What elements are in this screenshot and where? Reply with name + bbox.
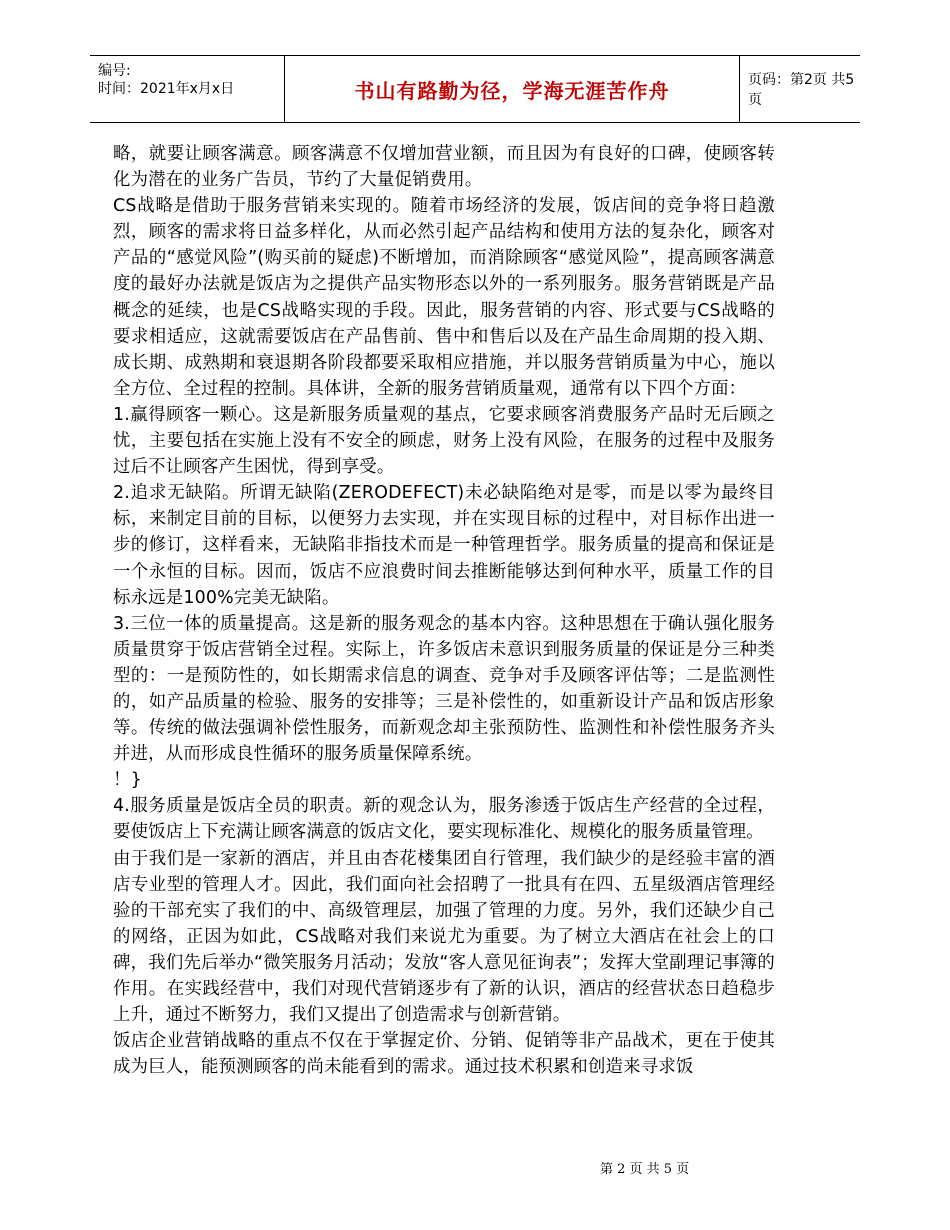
- document-body: [113, 141, 775, 1080]
- header-motto: 书山有路勤为径，学海无涯苦作舟: [285, 56, 740, 122]
- paragraph-9: 饭店企业营销战略的重点不仅在于掌握定价、分销、促销等非产品战术，更在于使其成为巨人，能预测顾客的尚未能看到的需求。通过技术积累和创造来寻求饭: [113, 1031, 775, 1078]
- paragraph-6: ！}: [113, 770, 142, 791]
- paragraph-2: CS战略是借助于服务营销来实现的。随着市场经济的发展，饭店间的竞争将日趋激烈，顾客的需求将日益多样化，从而必然引起产品结构和使用方法的复杂化，顾客对产品的“感觉风险”(购买前的疑虑)不断增加，而消除顾客“感觉风险”，提高顾客满意度的最好办法就是饭店为之提供产品实物形态以外的一系列服务。服务营销既是产品概念的延续，也是CS战略实现的手段。因此，服务营销的内容、形式要与CS战略的要求相适应，这就需要饭店在产品售前、售中和售后以及在产品生命周期的投入期、成长期、成熟期和衰退期各阶段都要采取相应措施，并以服务营销质量为中心，施以全方位、全过程的控制。具体讲，全新的服务营销质量观，通常有以下四个方面：: [113, 196, 775, 399]
- paragraph-1: 略，就要让顾客满意。顾客满意不仅增加营业额，而且因为有良好的口碑，使顾客转化为潜在的业务广告员，节约了大量促销费用。: [113, 144, 775, 191]
- page-footer: 第 2 页 共 5 页: [600, 1162, 690, 1177]
- code-label: 编号:: [98, 63, 131, 79]
- time-label: 时间：2021年x月x日: [98, 81, 235, 97]
- header-page-info: 页码：第2页 共5页: [748, 72, 855, 108]
- paragraph-8: 由于我们是一家新的酒店，并且由杏花楼集团自行管理，我们缺少的是经验丰富的酒店专业型的管理人才。因此，我们面向社会招聘了一批具有在四、五星级酒店管理经验的干部充实了我们的中、高级管理层，加强了管理的力度。另外，我们还缺少自己的网络，正因为如此，CS战略对我们来说尤为重要。为了树立大酒店在社会上的口碑，我们先后举办“微笑服务月活动；发放“客人意见征询表”；发挥大堂副理记事簿的作用。在实践经营中，我们对现代营销逐步有了新的认识，酒店的经营状态日趋稳步上升，通过不断努力，我们又提出了创造需求与创新营销。: [113, 848, 775, 1026]
- paragraph-4: 2.追求无缺陷。所谓无缺陷(ZERODEFECT)未必缺陷绝对是零，而是以零为最终目标，来制定目前的目标，以便努力去实现，并在实现目标的过程中，对目标作出进一步的修订，这样看来，无缺陷非指技术而是一种管理哲学。服务质量的提高和保证是一个永恒的目标。因而，饭店不应浪费时间去推断能够达到何种水平，质量工作的目标永远是100%完美无缺陷。: [113, 483, 775, 608]
- page-header: [90, 55, 860, 123]
- paragraph-5: 3.三位一体的质量提高。这是新的服务观念的基本内容。这种思想在于确认强化服务质量贯穿于饭店营销全过程。实际上，许多饭店未意识到服务质量的保证是分三种类型的：一是预防性的，如长期需求信息的调查、竞争对手及顾客评估等；二是监测性的，如产品质量的检验、服务的安排等；三是补偿性的，如重新设计产品和饭店形象等。传统的做法强调补偿性服务，而新观念却主张预防性、监测性和补偿性服务齐头并进，从而形成良性循环的服务质量保障系统。: [113, 613, 775, 765]
- header-meta: [90, 56, 285, 122]
- paragraph-3: 1.赢得顾客一颗心。这是新服务质量观的基点，它要求顾客消费服务产品时无后顾之忧，主要包括在实施上没有不安全的顾虑，财务上没有风险，在服务的过程中及服务过后不让顾客产生困忧，得到享受。: [113, 404, 775, 478]
- paragraph-7: 4.服务质量是饭店全员的职责。新的观念认为，服务渗透于饭店生产经营的全过程，要使饭店上下充满让顾客满意的饭店文化，要实现标准化、规模化的服务质量管理。: [113, 796, 775, 843]
